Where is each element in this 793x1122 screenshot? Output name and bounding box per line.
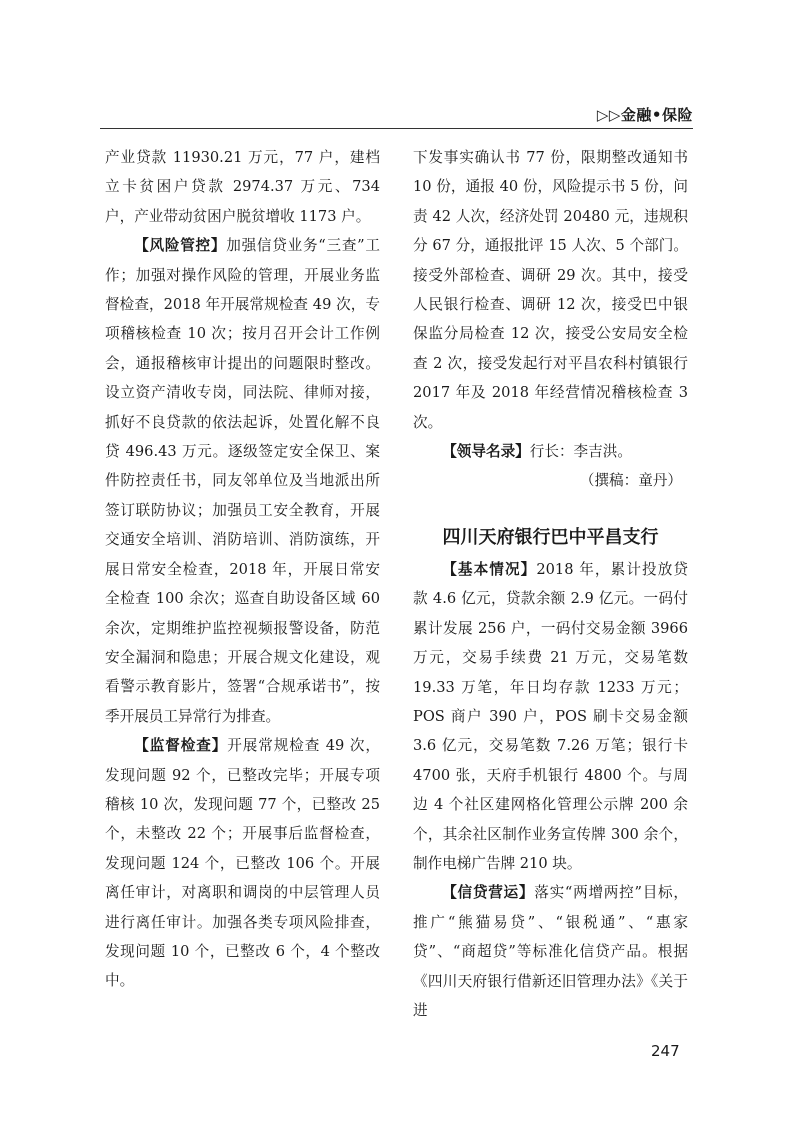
paragraph: 下发事实确认书 77 份，限期整改通知书 10 份，通报 40 份，风险提示书 5 份，问责 42 人次，经济处罚 20480 元，违规积分 67 分，通报批评 15 人次、5 个部门。接受外部检查、调研 29 次。其中，接受人民银行检查、调研 12 次，接受巴中银保监分局检查 12 次，接受公安局安全检查 2 次，接受发起行对平昌农科村镇银行 2017 年及 2018 年经营情况稽核检查 3 次。 <box>413 149 688 431</box>
section-heading: 四川天府银行巴中平昌支行 <box>442 526 659 548</box>
paragraph-text: 2018 年，累计投放贷款 4.6 亿元，贷款余额 2.9 亿元。一码付累计发展 256 户，一码付交易金额 3966 万元，交易手续费 21 万元，交易笔数 19.33 万笔，年日均存款 1233 万元；POS 商户 390 户，POS 刷卡交易金额 3.6 亿元，交易笔数 7.26 万笔；银行卡 4700 张，天府手机银行 4800 个。与周边 4 个社区建网格化管理公示牌 200 余个，其余社区制作业务宣传牌 300 余个，制作电梯广告牌 210 块。 <box>413 560 688 872</box>
section-tag: 【监督检查】 <box>134 737 228 755</box>
paragraph <box>105 731 380 996</box>
section-tag: 【风险管控】 <box>134 237 227 255</box>
section-header: ▷▷金融•保险 <box>596 106 693 124</box>
paragraph-text: 行长：李吉洪。 <box>529 443 632 461</box>
header-rule <box>100 128 693 129</box>
section-tag: 【信贷营运】 <box>442 884 535 902</box>
right-column <box>413 143 688 1025</box>
paragraph-text: 开展常规检查 49 次，发现问题 92 个，已整改完毕；开展专项稽核 10 次，发现问题 77 个，已整改 25 个，未整改 22 个；开展事后监督检查，发现问题 124 个，已整改 106 个。开展离任审计，对离职和调岗的中层管理人员进行离任审计。加强各类专项风险排查，发现问题 10 个，已整改 6 个，4 个整改中。 <box>105 737 380 990</box>
section-tag: 【基本情况】 <box>442 560 537 578</box>
section-tag: 【领导名录】 <box>442 443 530 461</box>
paragraph <box>413 878 688 1025</box>
author-signature: （撰稿：童丹） <box>579 472 682 490</box>
left-column <box>105 143 380 996</box>
paragraph: 产业贷款 11930.21 万元，77 户，建档立卡贫困户贷款 2974.37 万元、734 户，产业带动贫困户脱贫增收 1173 户。 <box>105 149 380 225</box>
paragraph <box>413 437 688 466</box>
paragraph <box>413 555 688 878</box>
page-number: 247 <box>651 1042 680 1060</box>
paragraph <box>105 231 380 731</box>
paragraph-text: 落实“两增两控”目标，推广“熊猫易贷”、“银税通”、“惠家贷”、“商超贷”等标准化信贷产品。根据《四川天府银行借新还旧管理办法》《关于进 <box>413 884 688 1019</box>
paragraph-text: 加强信贷业务“三查”工作；加强对操作风险的管理，开展业务监督检查，2018 年开展常规检查 49 次，专项稽核检查 10 次；按月召开会计工作例会，通报稽核审计提出的问题限时整改。设立资产清收专岗，同法院、律师对接，抓好不良贷款的依法起诉，处置化解不良贷 496.43 万元。逐级签定安全保卫、案件防控责任书，同友邻单位及当地派出所签订联防协议；加强员工安全教育，开展交通安全培训、消防培训、消防演练，开展日常安全检查，2018 年，开展日常安全检查 100 余次；巡查自助设备区域 60 余次，定期维护监控视频报警设备，防范安全漏洞和隐患；开展合规文化建设，观看警示教育影片，签署“合规承诺书”，按季开展员工异常行为排查。 <box>105 237 380 725</box>
